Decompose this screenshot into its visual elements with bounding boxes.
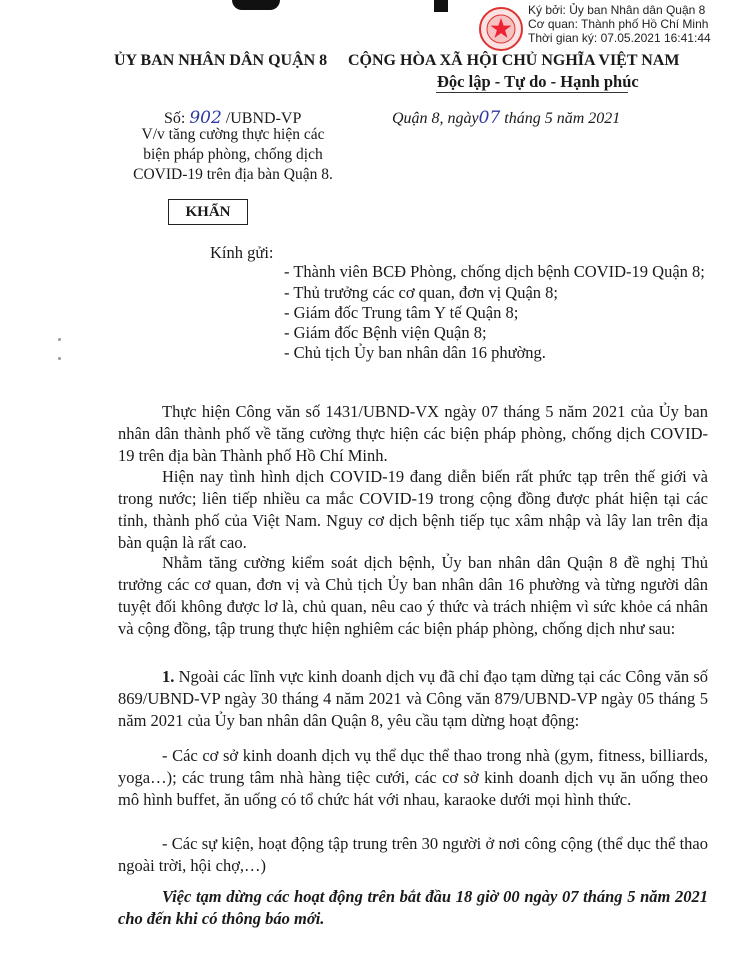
signature-time: Thời gian ký: 07.05.2021 16:41:44 (528, 31, 711, 45)
body-paragraph: Nhằm tăng cường kiểm soát dịch bệnh, Ủy ban nhân dân Quận 8 đề nghị Thủ trưởng các cơ quan, đơn vị và Chủ tịch Ủy ban nhân dân 16 phường và từng người dân tuyệt đối không được lơ là, chủ quan, nêu cao ý thức và trách nhiệm vì sức khỏe cá nhân và cộng đồng, tập trung thực hiện nghiêm các biện pháp phòng, chống dịch như sau: (118, 553, 708, 638)
item-number: 1. (162, 667, 175, 686)
subject-line: COVID-19 trên địa bàn Quận 8. (133, 166, 333, 183)
body-paragraph (118, 666, 708, 732)
scan-artifact (232, 0, 280, 10)
number-suffix: /UBND-VP (225, 110, 302, 127)
signature-signer: Ký bởi: Ủy ban Nhân dân Quận 8 (528, 3, 706, 17)
day-handwritten: 07 (478, 108, 501, 128)
scan-artifact (434, 0, 448, 12)
motto-underline (436, 92, 628, 93)
body-paragraph-emphasis: Việc tạm dừng các hoạt động trên bắt đầu 18 giờ 00 ngày 07 tháng 5 năm 2021 cho đến khi có thông báo mới. (118, 887, 708, 928)
number-handwritten: 902 (189, 108, 222, 128)
recipient-item: - Thủ trưởng các cơ quan, đơn vị Quận 8; (284, 283, 558, 302)
recipient-item: - Chủ tịch Ủy ban nhân dân 16 phường. (284, 343, 546, 362)
place-and-date (392, 108, 620, 128)
number-prefix: Số: (164, 110, 186, 127)
body-paragraph: Thực hiện Công văn số 1431/UBND-VX ngày 07 tháng 5 năm 2021 của Ủy ban nhân dân thành phố về tăng cường thực hiện các biện pháp phòng, chống dịch COVID-19 trên địa bàn Thành phố Hồ Chí Minh. (118, 402, 708, 465)
place-prefix: Quận 8, ngày (392, 110, 479, 127)
recipient-item: - Giám đốc Bệnh viện Quận 8; (284, 323, 487, 342)
urgency-stamp: KHẨN (168, 199, 248, 225)
item-text: Ngoài các lĩnh vực kinh doanh dịch vụ đã chỉ đạo tạm dừng tại các Công văn số 869/UBND-VP ngày 30 tháng 4 năm 2021 và Công văn 879/UBND-VP ngày 05 tháng 5 năm 2021 của Ủy ban nhân dân Quận 8, yêu cầu tạm dừng hoạt động: (118, 667, 708, 730)
body-paragraph: - Các cơ sở kinh doanh dịch vụ thể dục thể thao trong nhà (gym, fitness, billiards, yoga…); các trung tâm nhà hàng tiệc cưới, các cơ sở kinh doanh dịch vụ ăn uống theo mô hình buffet, ăn uống có tổ chức hát với nhau, karaoke dưới mọi hình thức. (118, 746, 708, 809)
national-motto: Độc lập - Tự do - Hạnh phúc (437, 72, 639, 91)
body-paragraph: Hiện nay tình hình dịch COVID-19 đang diễn biến rất phức tạp trên thế giới và trong nước; liên tiếp nhiều ca mắc COVID-19 trong cộng đồng được phát hiện tại các tỉnh, thành phố của Việt Nam. Nguy cơ dịch bệnh tiếp tục xâm nhập và lây lan trên địa bàn quận là rất cao. (118, 467, 708, 552)
date-suffix: tháng 5 năm 2021 (504, 110, 621, 127)
document-subject (118, 125, 348, 185)
scan-artifact (58, 338, 61, 341)
scan-artifact (58, 357, 61, 360)
subject-line: V/v tăng cường thực hiện các (141, 126, 325, 143)
issuing-organization: ỦY BAN NHÂN DÂN QUẬN 8 (114, 52, 328, 69)
recipient-item: - Giám đốc Trung tâm Y tế Quận 8; (284, 303, 519, 322)
body-paragraph: - Các sự kiện, hoạt động tập trung trên 30 người ở nơi công cộng (thể dục thể thao ngoài trời, hội chợ,…) (118, 834, 708, 875)
recipient-item: - Thành viên BCĐ Phòng, chống dịch bệnh COVID-19 Quận 8; (284, 262, 705, 281)
national-title: CỘNG HÒA XÃ HỘI CHỦ NGHĨA VIỆT NAM (348, 52, 680, 69)
signature-agency: Cơ quan: Thành phố Hồ Chí Minh (528, 17, 709, 31)
national-emblem-seal-icon (478, 6, 524, 52)
subject-line: biện pháp phòng, chống dịch (143, 146, 323, 163)
recipients-label: Kính gửi: (210, 243, 274, 262)
